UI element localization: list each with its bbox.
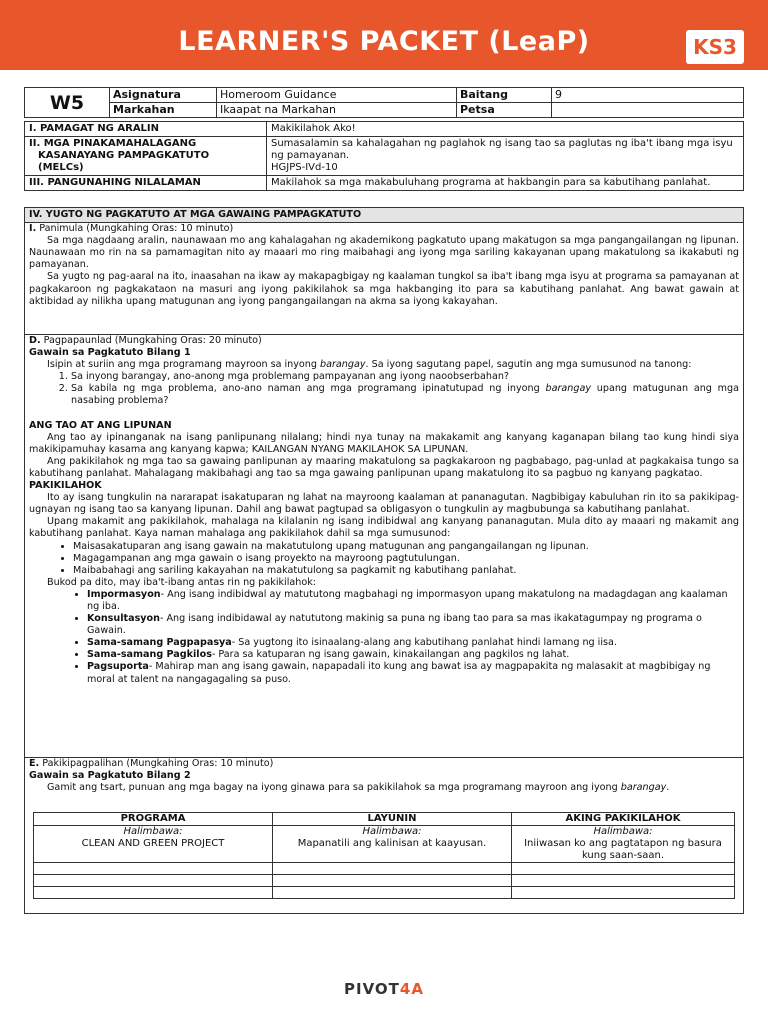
header-aking-pakikilahok: AKING PAKIKILAHOK — [512, 813, 735, 826]
melcs-code: HGJPS-IVd-10 — [271, 162, 338, 173]
header-banner — [0, 0, 768, 70]
panimula-heading: Panimula (Mungkahing Oras: 10 minuto) — [39, 223, 234, 235]
pakikilahok-bullet-1: • Maisasakatuparan ang isang gawain na makatutulong upang matugunan ang pangangailangan ng lipunan. — [73, 541, 739, 553]
melcs-label-line3: (MELCs) — [38, 162, 84, 173]
tao-paragraph-1: Ang tao ay ipinanganak na isang panlipunang nilalang; hindi nya tunay na makakamit ang kanyang kaganapan bilang tao kung hindi siya makikipamuhay kasama ang kanyang kapwa; KAILANGAN NYANG MAKILAHOK SA LIPUNAN. — [29, 431, 739, 455]
pakikipagpalihan-letter: E. — [29, 758, 40, 769]
pagpapaunlad-heading: Pagpapaunlad (Mungkahing Oras: 20 minuto) — [43, 335, 262, 346]
nilalaman-value: Makilahok sa mga makabuluhang programa at hakbangin para sa kabutihang panlahat. — [267, 176, 744, 191]
panimula-letter: I. — [29, 223, 37, 235]
pamagat-label: I. PAMAGAT NG ARALIN — [25, 122, 267, 137]
example-layunin: Halimbawa: Mapanatili ang kalinisan at kaayusan. — [273, 826, 512, 863]
gawain-2-title: Gawain sa Pagkatuto Bilang 2 — [29, 770, 191, 782]
section4-title: IV. YUGTO NG PAGKATUTO AT MGA GAWAING PAMPAGKATUTO — [25, 208, 743, 223]
packet-title: LEARNER'S PACKET (LeaP) — [178, 26, 590, 57]
antas-list — [29, 589, 739, 686]
pamagat-value: Makikilahok Ako! — [267, 122, 744, 137]
melcs-label-line2: KASANAYANG PAMPAGKATUTO — [38, 150, 210, 161]
nilalaman-label: III. PANGUNAHING NILALAMAN — [25, 176, 267, 191]
panimula-paragraph-1: Sa mga nagdaang aralin, naunawaan mo ang kahalagahan ng akademikong pagkatuto upang makatugon sa mga pangangailangan ng lipunan. Naunawaan mo rin na sa pamamagitan nito ay maaari mo ring maibahagi ang iyong mga sariling kakayanan upang makatulong sa ikakabuti ng pamayanan. — [29, 235, 739, 271]
markahan-value: Ikaapat na Markahan — [217, 103, 457, 118]
pakikipagpalihan-block — [25, 757, 743, 794]
learning-section — [24, 207, 744, 914]
gawain-1-title: Gawain sa Pagkatuto Bilang 1 — [29, 347, 191, 359]
baitang-value: 9 — [552, 88, 744, 103]
ks3-badge: KS3 — [686, 30, 744, 64]
blank-row — [34, 863, 735, 875]
asignatura-value: Homeroom Guidance — [217, 88, 457, 103]
gawain-2-instructions: Gamit ang tsart, punuan ang mga bagay na iyong ginawa para sa pakikilahok sa mga programang mayroon ang iyong barangay. — [47, 782, 670, 794]
petsa-label: Petsa — [457, 103, 552, 118]
pakikilahok-paragraph-2: Upang makamit ang pakikilahok, mahalaga na kilalanin ng isang indibidwal ang kanyang pananagutan. Mula dito ay maaari ng makamit ang kabutihang panlahat. Kaya naman mahalaga ang pakikilahok dahil sa mga sumusunod: — [29, 516, 739, 540]
pivot-logo: PIVOT4A — [344, 980, 424, 998]
week-label: W5 — [25, 88, 110, 118]
pakikilahok-bullet-3: • Maibabahagi ang sariling kakayahan na makatutulong sa pagkamit ng kabutihang panlahat. — [73, 565, 739, 577]
melcs-value: Sumasalamin sa kahalagahan ng paglahok ng isang tao sa paglutas ng iba't ibang mga isyu ng pamayanan. — [271, 138, 733, 161]
info-table — [24, 87, 744, 118]
pakikipagpalihan-heading: Pakikipagpalihan (Mungkahing Oras: 10 minuto) — [42, 758, 274, 769]
pakikilahok-chart — [33, 812, 735, 899]
panimula-block — [25, 223, 743, 308]
markahan-label: Markahan — [110, 103, 217, 118]
tao-paragraph-2: Ang pakikilahok ng mga tao sa gawaing panlipunan ay maaring makatulong sa pagkakaroon ng pagbabago, pag-unlad at pagkakaisa tungo sa kabutihang panlahat. Mahalagang makibahagi ang tao sa mga gawaing panlipunan upang makatulong ito sa pagbuo ng kanyang pagkatao. — [29, 455, 739, 479]
melcs-label — [25, 137, 267, 176]
header-layunin: LAYUNIN — [273, 813, 512, 826]
panimula-paragraph-2: Sa yugto ng pag-aaral na ito, inaasahan na ikaw ay makapagbigay ng kaalaman tungkol sa iba't ibang mga isyu at programa sa pamayanan at pagkakaroon ng pagkakataon na masuri ang iyong pakikilahok sa mga hakbanging ito para sa kabutihang panlahat. Ang bawat gawain at aktibidad ay nilikha upang matugunan ang iyong pangangailangan na akma sa iyong kakayahan. — [29, 271, 739, 307]
pagpapaunlad-letter: D. — [29, 335, 41, 346]
melcs-label-line1: II. MGA PINAKAMAHALAGANG — [29, 138, 197, 149]
pakikilahok-paragraph-1: Ito ay isang tungkulin na nararapat isakatuparan ng lahat na mayroong kaalaman at pananagutan. Nagbibigay kabuluhan rin ito sa pakikipag-ugnayan ng isang tao sa kanyang lipunan. Dahil ang bawat pagtupad sa obligasyon o tungkulin ay magbubunga sa kabutihang panlahat. — [29, 492, 739, 516]
antas-item: • Sama-samang Pagkilos- Para sa katuparan ng isang gawain, kinakailangan ang pagkilos ng lahat. — [87, 649, 739, 661]
question-2: 2. Sa kabila ng mga problema, ano-ano naman ang mga programang ipinatutupad ng inyong barangay upang matugunan ang mga nasabing problema? — [71, 383, 739, 407]
baitang-label: Baitang — [457, 88, 552, 103]
gawain-1-instructions: Isipin at suriin ang mga programang mayroon sa inyong barangay. Sa iyong sagutang papel, sagutin ang mga sumusunod na tanong: — [47, 359, 692, 371]
lesson-info-table — [24, 121, 744, 191]
antas-item: • Konsultasyon- Ang isang indibidawal ay natututong makinig sa puna ng ibang tao para sa mas ikakatagumpay ng programa o Gawain. — [87, 613, 739, 637]
blank-row — [34, 875, 735, 887]
question-1: 1. Sa inyong barangay, ano-anong mga problemang pampayanan ang iyong naoobserbahan? — [71, 371, 739, 383]
antas-intro: Bukod pa dito, may iba't-ibang antas rin ng pakikilahok: — [47, 576, 316, 588]
pakikilahok-bullet-2: • Magagampanan ang mga gawain o isang proyekto na mayroong pagtutulungan. — [73, 553, 739, 565]
melcs-value-cell — [267, 137, 744, 176]
example-pakikilahok: Halimbawa: Iniiwasan ko ang pagtatapon ng basura kung saan-saan. — [512, 826, 735, 863]
pakikilahok-heading: PAKIKILAHOK — [29, 480, 102, 492]
asignatura-label: Asignatura — [110, 88, 217, 103]
header-programa: PROGRAMA — [34, 813, 273, 826]
antas-item: • Impormasyon- Ang isang indibidwal ay matututong magbahagi ng impormasyon upang makatulong na madagdagan ang kaalaman ng iba. — [87, 589, 739, 613]
pagpapaunlad-block — [25, 334, 743, 686]
tao-lipunan-heading: ANG TAO AT ANG LIPUNAN — [29, 419, 172, 431]
example-programa: Halimbawa: CLEAN AND GREEN PROJECT — [34, 826, 273, 863]
antas-item: • Sama-samang Pagpapasya- Sa yugtong ito isinaalang-alang ang kabutihang panlahat hindi lamang ng iisa. — [87, 637, 739, 649]
blank-row — [34, 887, 735, 899]
petsa-value — [552, 103, 744, 118]
antas-item: • Pagsuporta- Mahirap man ang isang gawain, napapadali ito kung ang bawat isa ay magpapakita ng malasakit at magbibigay ng moral at talent na nangagagaling sa puso. — [87, 661, 739, 685]
example-row — [34, 826, 735, 863]
